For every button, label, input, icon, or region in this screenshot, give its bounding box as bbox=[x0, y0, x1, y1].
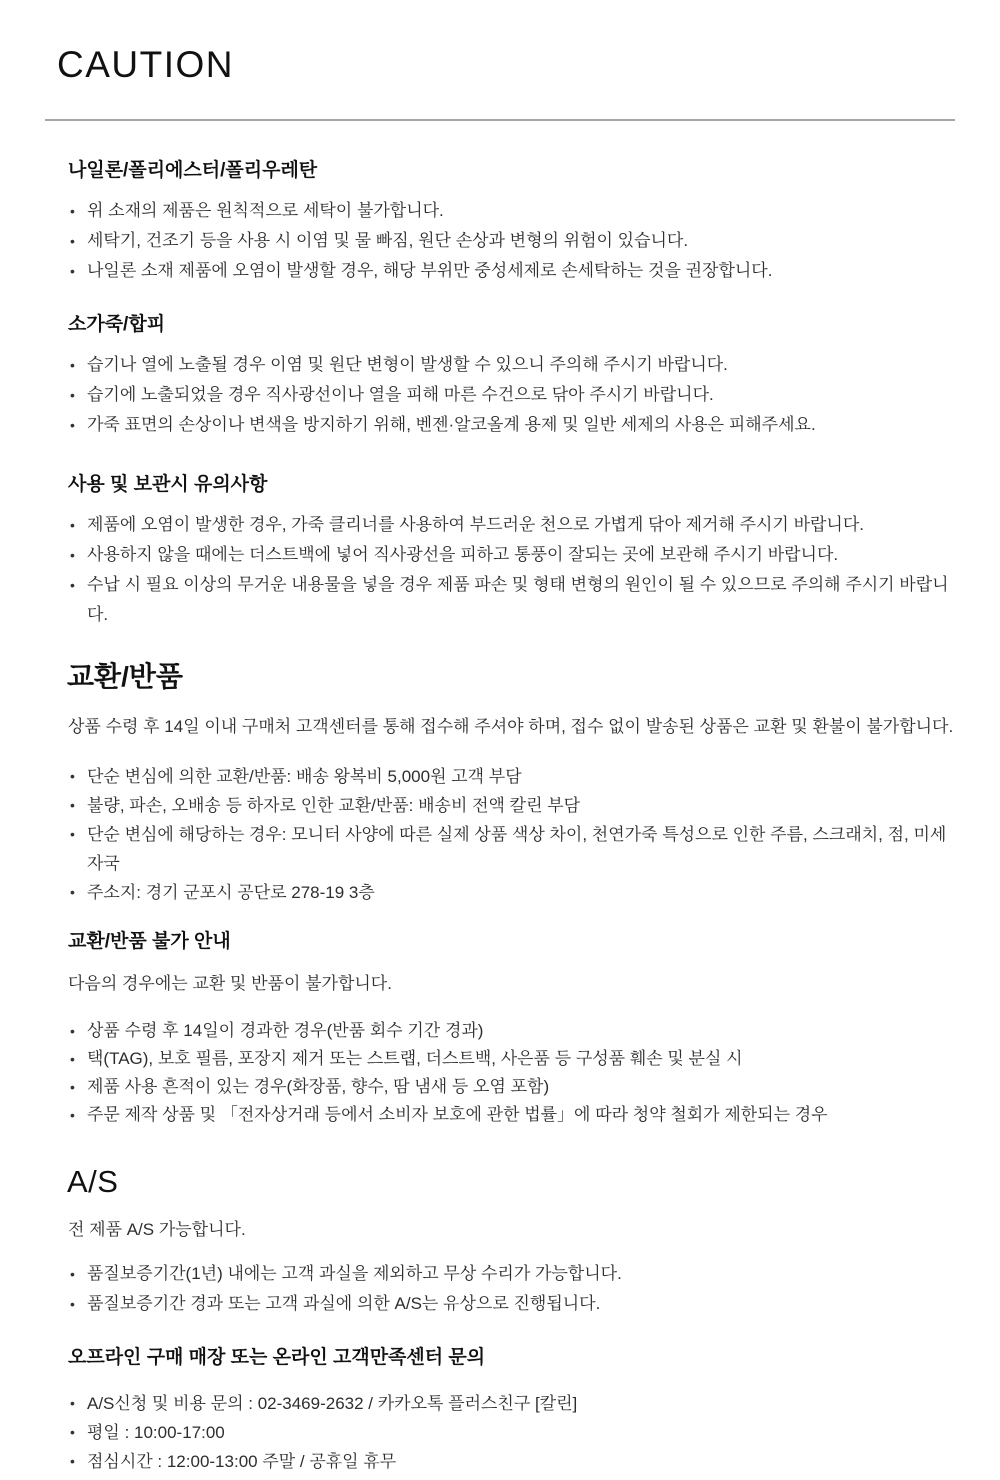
bullet-item: • 불량, 파손, 오배송 등 하자로 인한 교환/반품: 배송비 전액 칼린 부담 bbox=[68, 791, 955, 820]
bullet-item: • 습기에 노출되었을 경우 직사광선이나 열을 피해 마른 수건으로 닦아 주시기 바랍니다. bbox=[68, 380, 955, 410]
bullet-item: • 사용하지 않을 때에는 더스트백에 넣어 직사광선을 피하고 통풍이 잘되는 곳에 보관해 주시기 바랍니다. bbox=[68, 540, 955, 570]
after-service-intro: 전 제품 A/S 가능합니다. bbox=[68, 1220, 246, 1239]
bullet-item: • A/S신청 및 비용 문의 : 02-3469-2632 / 카카오톡 플러스친구 [칼린] bbox=[68, 1389, 955, 1418]
bullet-item: • 세탁기, 건조기 등을 사용 시 이염 및 물 빠짐, 원단 손상과 변형의 위험이 있습니다. bbox=[68, 226, 955, 256]
leather-section-heading: 소가죽/합피 bbox=[68, 314, 166, 335]
bullet-item: • 위 소재의 제품은 원칙적으로 세탁이 불가합니다. bbox=[68, 196, 955, 226]
exchange-section-title: 교환/반품 bbox=[67, 661, 183, 692]
exchange-bullet-list bbox=[68, 762, 955, 907]
bullet-item: • 단순 변심에 해당하는 경우: 모니터 사양에 따른 실제 상품 색상 차이, 천연가죽 특성으로 인한 주름, 스크래치, 점, 미세 자국 bbox=[68, 820, 955, 878]
after-service-bullet-list bbox=[68, 1259, 955, 1319]
storage-section-heading: 사용 및 보관시 유의사항 bbox=[68, 474, 268, 495]
after-service-section-title: A/S bbox=[67, 1164, 119, 1199]
contact-heading: 오프라인 구매 매장 또는 온라인 고객만족센터 문의 bbox=[68, 1347, 486, 1368]
contact-bullet-list bbox=[68, 1389, 955, 1476]
bullet-item: • 제품 사용 흔적이 있는 경우(화장품, 향수, 땀 냄새 등 오염 포함) bbox=[68, 1073, 955, 1101]
caution-page-title: CAUTION bbox=[57, 44, 234, 85]
bullet-item-highlighted: • 단순 변심에 의한 교환/반품: 배송 왕복비 5,000원 고객 부담 bbox=[68, 762, 955, 791]
title-divider bbox=[45, 119, 955, 121]
exchange-intro: 상품 수령 후 14일 이내 구매처 고객센터를 통해 접수해 주셔야 하며, 접수 없이 발송된 상품은 교환 및 환불이 불가합니다. bbox=[68, 717, 954, 736]
material-bullet-list bbox=[68, 196, 955, 286]
bullet-item: • 주소지: 경기 군포시 공단로 278-19 3층 bbox=[68, 878, 955, 907]
bullet-item: • 제품에 오염이 발생한 경우, 가죽 클리너를 사용하여 부드러운 천으로 가볍게 닦아 제거해 주시기 바랍니다. bbox=[68, 510, 955, 540]
material-section-heading: 나일론/폴리에스터/폴리우레탄 bbox=[68, 160, 318, 181]
bullet-item: • 점심시간 : 12:00-13:00 주말 / 공휴일 휴무 bbox=[68, 1447, 955, 1476]
no-return-intro: 다음의 경우에는 교환 및 반품이 불가합니다. bbox=[68, 974, 392, 993]
bullet-item: • 주문 제작 상품 및 「전자상거래 등에서 소비자 보호에 관한 법률」에 따라 청약 철회가 제한되는 경우 bbox=[68, 1101, 955, 1129]
bullet-item: • 가죽 표면의 손상이나 변색을 방지하기 위해, 벤젠·알코올계 용제 및 일반 세제의 사용은 피해주세요. bbox=[68, 410, 955, 440]
bullet-item: • 택(TAG), 보호 필름, 포장지 제거 또는 스트랩, 더스트백, 사은품 등 구성품 훼손 및 분실 시 bbox=[68, 1045, 955, 1073]
no-return-bullet-list bbox=[68, 1017, 955, 1129]
bullet-item: • 상품 수령 후 14일이 경과한 경우(반품 회수 기간 경과) bbox=[68, 1017, 955, 1045]
bullet-item: • 수납 시 필요 이상의 무거운 내용물을 넣을 경우 제품 파손 및 형태 변형의 원인이 될 수 있으므로 주의해 주시기 바랍니다. bbox=[68, 570, 955, 630]
storage-bullet-list bbox=[68, 510, 955, 630]
bullet-item: • 습기나 열에 노출될 경우 이염 및 원단 변형이 발생할 수 있으니 주의해 주시기 바랍니다. bbox=[68, 350, 955, 380]
bullet-item: • 평일 : 10:00-17:00 bbox=[68, 1418, 955, 1447]
bullet-item: • 품질보증기간(1년) 내에는 고객 과실을 제외하고 무상 수리가 가능합니다. bbox=[68, 1259, 955, 1289]
no-return-heading: 교환/반품 불가 안내 bbox=[68, 931, 231, 952]
bullet-item: • 나일론 소재 제품에 오염이 발생할 경우, 해당 부위만 중성세제로 손세탁하는 것을 권장합니다. bbox=[68, 256, 955, 286]
bullet-item: • 품질보증기간 경과 또는 고객 과실에 의한 A/S는 유상으로 진행됩니다. bbox=[68, 1289, 955, 1319]
leather-bullet-list bbox=[68, 350, 955, 440]
